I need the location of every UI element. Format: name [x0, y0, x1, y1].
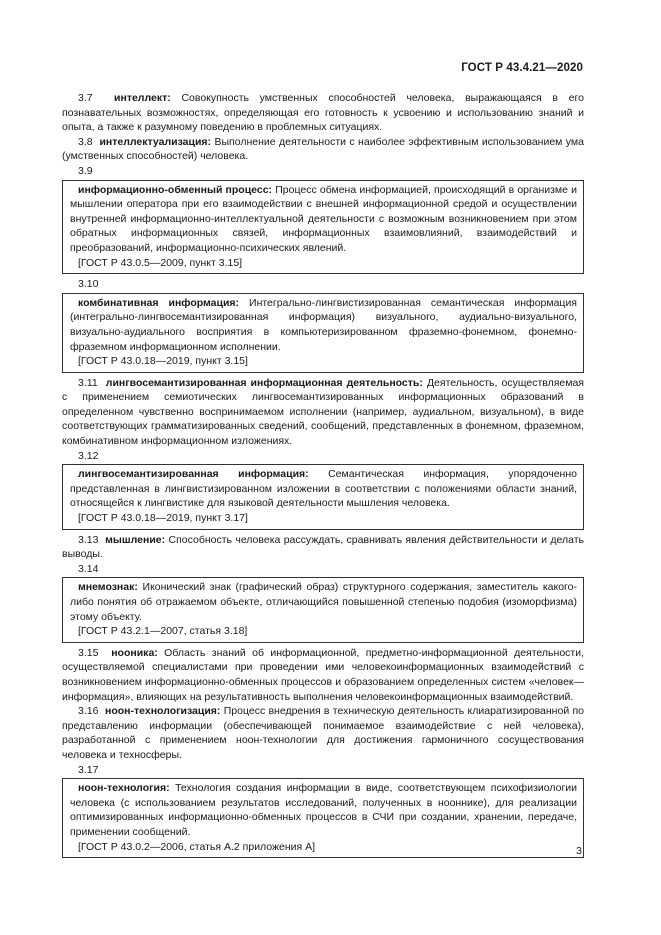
definition: Семантическая информация, упорядоченно представленная в лингвистизированном изложении в соответствии с положениями области знаний, относящейся к лингвистике для языковой деятельности мышления человека.	[70, 468, 577, 510]
definition: Область знаний об информационной, предметно-информационной деятельности, осуществляемой специалистами при проведении ими человекоинформационных взаимодействий с возникновением информационно-обменных процессов и образованием определенных систем «человек—информация», влияющих на результативность выполнения человекоинформационных взаимодействий.	[62, 646, 584, 703]
entry-number: 3.9	[78, 164, 93, 177]
entry-3-13	[62, 533, 584, 562]
entry-number: 3.17	[78, 763, 99, 776]
quoted-definition-box	[62, 293, 584, 373]
source-reference: [ГОСТ Р 43.0.18—2019, пункт 3.17]	[78, 512, 248, 525]
entry-3-12	[70, 467, 577, 511]
entry-3-14	[70, 580, 577, 624]
term: ноон-технология:	[78, 782, 170, 795]
term: нооника:	[111, 646, 158, 659]
term: ноон-технологизация:	[105, 705, 221, 718]
source-reference: [ГОСТ Р 43.0.2—2006, статья А.2 приложения А]	[78, 840, 316, 853]
term: лингвосемантизированная информационная деятельность:	[105, 376, 423, 389]
definition: Технология создания информации в виде, соответствующем психофизиологии человека (с использованием результатов исследований, полученных в нооннике), для реализации оптимизированных информационно-обменных процессов в СЧИ при создании, хранении, передаче, применении сообщений.	[70, 782, 577, 838]
term: интеллектуализация:	[99, 135, 212, 148]
source-reference: [ГОСТ Р 43.2.1—2007, статья 3.18]	[78, 625, 248, 638]
definition: Иконический знак (графический образ) структурного содержания, заместитель какого-либо понятия об отражаемом объекте, отличающийся повышенной степенью подобия (изоморфизма) этому объекту.	[70, 581, 577, 623]
term: интеллект:	[114, 92, 171, 104]
quoted-definition-box	[62, 180, 584, 275]
definition: Деятельность, осуществляемая с применением семиотических лингвосемантизированных информационных образований в определенном чувственно воспринимаемом исполнении (например, аудиальном, визуальном), в виде соответствующих грамматизированных сведений, сообщений, представленных в фонемном, фраземном, комбинативном информационном изложениях.	[62, 376, 584, 448]
document-header: ГОСТ Р 43.4.21—2020	[461, 62, 583, 74]
entry-number: 3.11	[78, 376, 98, 389]
term: комбинативная информация:	[78, 296, 240, 309]
page-number: 3	[576, 845, 582, 857]
entry-number: 3.7	[78, 92, 93, 104]
entry-number: 3.14	[78, 562, 99, 575]
source-reference: [ГОСТ Р 43.0.5—2009, пункт 3.15]	[78, 256, 243, 269]
entry-number: 3.13	[78, 533, 99, 546]
entry-number: 3.16	[78, 705, 99, 718]
definition: Способность человека рассуждать, сравнивать явления действительности и делать выводы.	[62, 533, 584, 561]
entry-3-11	[62, 376, 584, 449]
definition: Процесс внедрения в техническую деятельность клиаратизированной по представлению информации (обеспечивающей понимаемое взаимодействие с ней человека), разработанной с применением ноон-технологии для достижения гармоничного сосуществования человека и техносферы.	[62, 705, 584, 761]
source-reference: [ГОСТ Р 43.0.18—2019, пункт 3.15]	[78, 355, 248, 368]
entry-number: 3.8	[78, 135, 93, 148]
term: лингвосемантизированная информация:	[78, 468, 309, 481]
entry-3-8	[62, 135, 584, 164]
term: мышление:	[105, 533, 166, 546]
definition: Совокупность умственных способностей человека, выражающаяся в его познавательных возможностях, определяющая его готовность к усвоению и использованию знаний и опыта, а также к разумному поведению в проблемных ситуациях.	[62, 92, 584, 134]
term: информационно-обменный процесс:	[78, 183, 273, 196]
definition: Процесс обмена информацией, происходящий в организме и мышлении оператора при его взаимодействии с внешней информационной средой и осуществлении внутренней информационно-интеллектуальной деятельности с возможным возникновением при этом обратных информационных связей, информационных взаимовлияний, взаимодействий и преобразований, информационно-психических явлений.	[70, 183, 578, 254]
entry-3-16	[62, 704, 584, 762]
quoted-definition-box	[62, 464, 584, 529]
term: мнемознак:	[78, 581, 138, 594]
entry-3-7	[62, 91, 584, 135]
definition: Интегрально-лингвистизированная семантическая информация (интегрально-лингвосемантизированная информация) визуального, аудиально-визуального, визуально-аудиального восприятия в компьютеризированном фраземно-фонемном, фонемно-фраземном информационном исполнении.	[70, 296, 577, 353]
entry-number: 3.10	[78, 278, 99, 291]
entry-3-10	[70, 296, 577, 354]
definition: Выполнение деятельности с наиболее эффективным использованием ума (умственных способностей) человека.	[62, 135, 584, 163]
document-body	[62, 91, 584, 861]
entry-number: 3.12	[78, 449, 99, 462]
entry-3-9	[70, 183, 577, 256]
quoted-definition-box	[62, 778, 584, 858]
entry-3-15	[62, 646, 584, 704]
quoted-definition-box	[62, 577, 584, 642]
entry-3-17	[70, 781, 577, 839]
entry-number: 3.15	[78, 646, 99, 659]
